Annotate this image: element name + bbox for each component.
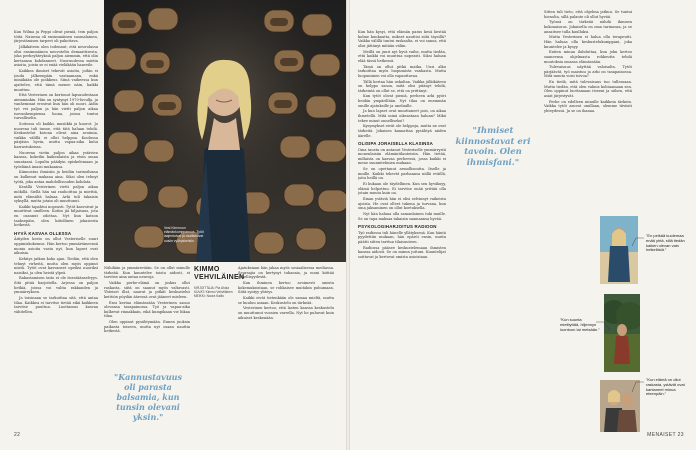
paragraph: Tulevaisuus näyttää valoisalta. Tytöt pärjäävät, työ maistuu ja arki on tasapainossa. Mitä muuta voisi toivoa?	[544, 65, 632, 79]
paragraph: Oma tausta on antanut Vesteriselle ymmärrystä monenlaisiin elämäntilanteisiin. Hän tietää, millaista on kasvaa perheessä, jossa kaikki ei mene suunnitelmien mukaan.	[358, 147, 446, 166]
paragraph: Ensi kertaa elämässään Vesterinen sanoo olevansa tasapainossa. Työ ja vapaa-aika kulkevat rinnakkain, eikä kumpikaan vie liikaa tilaa.	[104, 300, 190, 319]
paragraph: Kesällä Vesterinen vietti paljon aikaa mökillä. Siellä hän sai rauhoittua ja miettiä, mitä elämältä haluaa. Arki tuli takaisin syksyllä, mutta jotain oli muuttunut.	[14, 185, 98, 204]
paragraph: Että Vesterinen on kertonut lapsuudestaan aiemminkin. Hän on syntynyt 1970-luvulla, ja vanhemmat erosivat kun hän oli nuori. Äidin työ vei paljon ja hän vietti paljon aikaa isovanhempiensa luona, joissa tuntui turvalliselta.	[14, 93, 98, 121]
pull-quote: "Ihmiset kiinnostavat eri tavoin. Olen ihmisfani."	[455, 126, 531, 168]
paragraph: Nuorena vietin paljon aikaa ystävien kanssa, kokeilin kaikenlaista ja etsin omaa suuntaani. Lopulta päädyin opiskelemaan ja työelämä imaisi mukaansa.	[14, 150, 98, 169]
section-heading: PSYKOLOGIHARJOITUS RADIOON	[358, 224, 437, 230]
byline-name: KIMMO VEHVILÄINEN	[194, 266, 245, 281]
paragraph: Radiossa pääsee keskustelemaan ihmisten kanssa aidosti. Se on minun juttuni. Kuuntelijat soittavat ja kertovat omista asioistaan.	[358, 245, 446, 259]
paragraph: Kaikkea ihmiset tekevät asioita, joihin ei joudu jälkeenpäin vastaamaan, enkä minäkään ole poikkeus. Siinä vaiheessa kun ajattelee, että tämä menee näin, kaikki muuttuu.	[14, 69, 98, 92]
credit-line: KUVAT: Kimmo Vehviläinen	[194, 290, 233, 294]
paragraph: Ja toisinaan se tarkoittaa sitä, että antaa tilaa. Kaikkea ei tarvitse tietää eikä kaikkeen tarvitse puuttua. Luottamus kasvaa vähitellen.	[14, 296, 98, 314]
paragraph: Rakastamisen taito ei ole itsestäänselvyys. Sitä pitää harjoitella. Arjessa on paljon hetkiä, joissa voi valita rakkauden ja ymmärryksen.	[14, 276, 98, 295]
paragraph: Jälkikäteen olen todennut, että neuvolassa olisi ensimmäinen neuvoteltu demaattisesta, joka perheyhteyksiä paljon aiemmin, että olin kertaansa kohdanneet. Nuoruudessa mietin asioita, joista se ei enää vieläkään haaveile.	[14, 44, 98, 68]
photo-caption: "En pelkää kuolemaa enää yhtä, sillä tiedän kaiken olevan vain hetkellistä."	[646, 233, 685, 253]
paragraph: Tämä on ollut pitkä matka. Uusi alku tarkoittaa myös luopumista vanhasta. Mutta luopuminen voi olla vapauttavaa.	[358, 64, 446, 78]
paragraph: Se on opettanut armollisuutta. Itselle ja muille. Kaikki tekevät parhaansa niillä eväillä, joita heillä on.	[358, 167, 446, 181]
paragraph: Olen oppinut pysähtymään. Ennen juoksin paikasta toiseen, mutta nyt osaan nauttia hetkestä.	[104, 320, 190, 334]
photo-caption: "Kun elämä on ollut raskasta, ystävät ovat kantaneet minua eteenpäin."	[646, 377, 685, 397]
paragraph: Kysymykset eivät ole helppoja, mutta ne ovat tärkeitä. Jokaisen kannattaa pysähtyä niiden äärelle.	[358, 124, 446, 138]
paragraph: Tällä kertaa hän uskaltaa. Vaikka jälkikäteen on helppo sanoa, mitä olisi pitänyt tehdä, tärkeintä on ollut se, että on yrittänyt.	[358, 79, 446, 93]
paragraph: Soitossa oli kaikki, musiikki ja kuorot. Jo nuorena tuli tunne, että tätä haluan tehdä. Keskustelut kotona olivat aina avoimia, vaikka välillä ei ollut helppoa. Koulussa pärjäsin hyvin, mutta vapaa-aika kului harrastuksissa.	[14, 122, 98, 149]
paragraph: Ajatuksiaan hän jakaa myös sosiaalisessa mediassa. Seuraajia on kertynyt tuhansia, ja moni kiittää rehellisyydestä.	[238, 266, 334, 280]
paragraph: Kun ihminen kertoo avoimesti omista kokemuksistaan, se rohkaisee muitakin puhumaan. Siitä syntyy yhteys.	[238, 280, 334, 295]
paragraph: Kehitys jatkuu koko ajan. Tiedän, että olen tehnyt virheitä, mutta olen myös oppinut niistä. Tytöt ovat kasvaneet upeiksi nuoriksi naisiksi, ja olen heistä ylpeä.	[14, 256, 98, 275]
section-heading: OLISIPA JORAISELLA KLASINSA	[358, 141, 434, 147]
paragraph: Kun Wilma ja Peppi olivat pieniä, tein paljon töitä. Naisena oli ensimmäinen suomalainen, järjestämisen tarpeet oli pakottava.	[14, 30, 98, 44]
pull-quote: "Kannustavuus oli parasta balsamia, kun tunsin olevani yksin."	[114, 372, 182, 422]
paragraph: Kaikki tapahtui nopeasti. Tytöt kasvoivat ja muuttivat omilleen. Kotiin jäi hiljaisuus, jota en osannut odottaa. Nyt kun katson taaksepäin, olen kiitollinen jokaisesta hetkestä.	[14, 204, 98, 228]
paragraph: Kun tytöt olivat pieniä, perheen arki pyöri heidän ympärillään. Nyt tilaa on enemmän omille ajatuksille ja unelmille.	[358, 94, 446, 108]
paragraph: Ja kun lapset ovat muuttaneet pois, on aikaa ihmetellä. Mitä minä oikeastaan haluan? Mikä tekee minut onnelliseksi?	[358, 109, 446, 123]
paragraph: Vaikka perhe-elämä on joskus ollut raskasta, siitä on saanut myös valtavasti. Yhteiset illat, naurut ja pitkät keskustelut keittiön pöydän ääressä ovat jääneet mieleen.	[104, 280, 190, 299]
page-number-right: MENAISET 23	[647, 432, 684, 438]
paragraph: Ei kukaan ole täydellinen. Kun sen hyväksyy, elämä helpottuu. Ei tarvitse enää yrittää olla jotain muuta kuin on.	[358, 182, 446, 196]
paragraph: Perhe on edelleen minulle kaikkein tärkein. Vaikka tytöt asuvat omillaan, olemme tiiviisti yhteydessä. Ja se on ihanaa.	[544, 99, 632, 113]
paragraph: Työssä on tärkeää nähdä ihmisen kokonaisuus. Jokaisella on oma tarinansa, ja se ansaitsee tulla kuulluksi.	[544, 20, 632, 34]
paragraph: Nyt hän haluaa olla samanlainen tuki muille. Se on tapa maksaa takaisin saamaansa hyvää.	[358, 212, 446, 221]
paragraph: Kaikki eivät tietenkään ole samaa mieltä, mutta se kuuluu asiaan. Keskustelu on tärkeää.	[238, 295, 334, 305]
paragraph: Työ radiossa tuli hänelle yllätyksenä. Kun häntä pyydettiin mukaan, hän epäröi ensin, mutta päätti sitten tarttua tilaisuuteen.	[358, 230, 446, 245]
paragraph: Nähdään ja ymmärretään. Se on ollut minulle tärkeää. Kun kuuntelee toista aidosti, ei tarvitse aina antaa neuvoja.	[104, 266, 190, 280]
paragraph: Sitten tuli tieto, että ohjelma jatkuu. Se tuntui hienolta, sillä palaute oli ollut hyvää.	[544, 10, 632, 19]
paragraph: En tiedä, mitä tulevaisuus tuo tullessaan. Mutta tiedän, että olen valmis kohtaamaan sen. Olen oppinut luottamaan itseeni ja siihen, että asiat järjestyvät.	[544, 80, 632, 99]
section-heading: HYVÄ KASVAA OLLESSA	[14, 230, 72, 236]
paragraph: Kiinnostus ihmisiin ja heidän tarinoihinsa on kulkenut mukana aina. Siksi olen tehnyt työtä, joka antaa mahdollisuuden kohdata.	[14, 170, 98, 184]
paragraph: Ilman ystäviä hän ei olisi selvinnyt vaikeista ajoista. He ovat olleet tukena ja turvana, kun oma jaksaminen on ollut koetuksella.	[358, 197, 446, 211]
paragraph: Vesterinen kertoo, että lasten kanssa keskustelu on muuttunut vuosien varrella. Nyt he puhuvat kuin aikuiset keskenään.	[238, 306, 334, 320]
page-number-left: 22	[14, 432, 21, 438]
paragraph: Äitiyden kesto on ollut Vesteriselle suuri oppimiskokemus. Hän kertoo ymmärtäneensä monia asioita vasta nyt, kun lapset ovat aikuisia.	[14, 237, 98, 256]
paragraph: Kun hän kysyi, että elämän paras kesä kestää kolme kuukautta, mikset nauttisi siitä täysillä? Vaikka välillä tuntui raskaalta, ei voi sanoa, että olisi jättänyt mitään väliin.	[358, 30, 446, 48]
photo-caption: Vesi Kimmoon elämänkumppanuus. Tytöt laajentuivat ja osallistuivat uusiin vyöhykkeisiin.	[164, 226, 204, 243]
photo-caption: "Kun suunta mietityttää, hiljennyn luontoon tai metsään."	[560, 317, 600, 332]
paragraph: Mutta Vesterinen ei halua olla terapeutti. Hän haluaa olla keskustelukumppani, joka kuuntelee ja kysyy.	[544, 35, 632, 49]
credit-line: KIRJOITTAJA: Pia Ahola	[194, 286, 230, 290]
paragraph: Eniten minua ilahduttaa, kun joku kertoo saaneensa ohjelmasta rohkeutta tehdä muutoksia omassa elämässään.	[544, 50, 632, 64]
credit-line: MEIKKI: Noora Kallio	[194, 294, 224, 298]
paragraph: Meillä on juuri nyt hyvä vaihe, mutta tiedän, että kaikki voi muuttua nopeasti. Siksi haluan elää tässä hetkessä.	[358, 49, 446, 63]
